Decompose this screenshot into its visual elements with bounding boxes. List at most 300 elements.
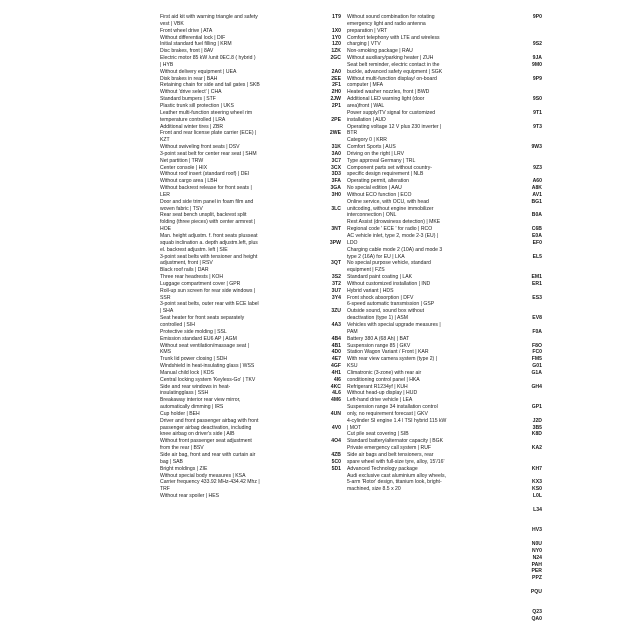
equipment-line: computer | MFA [347, 82, 383, 89]
option-code: 2P1 [331, 102, 341, 109]
equipment-line: Heated washer nozzles, front | BWD [347, 89, 430, 96]
equipment-line: | HYB [160, 61, 174, 68]
option-code: 9P9 [532, 75, 542, 82]
equipment-line: PAM [347, 328, 358, 335]
equipment-line: automatically dimming | IRS [160, 404, 224, 411]
equipment-line: Disk brakes in rear | BAH [160, 75, 218, 82]
equipment-line: Without swiveling front seats | DSV [160, 144, 240, 151]
option-code: 4B1 [331, 342, 341, 349]
option-code [500, 603, 542, 610]
equipment-line: Outside sound, sound box without [347, 308, 425, 315]
option-code: 9S2 [532, 41, 542, 48]
option-code [500, 473, 542, 480]
equipment-line: Without multi-function display/ on-board [347, 75, 437, 82]
option-code [319, 473, 341, 480]
equipment-line: Charging cable mode 2 (10A) and mode 3 [347, 246, 443, 253]
equipment-line: Front shock absorption | DFV [347, 294, 414, 301]
option-code [500, 151, 542, 158]
option-code [500, 322, 542, 329]
option-code [500, 206, 542, 213]
equipment-line: Operating voltage 12 V plus 230 inverter | [347, 123, 442, 130]
equipment-line: bag | SAB [160, 458, 183, 465]
option-code: A8K [531, 185, 542, 192]
equipment-line: Refrigerant R1234yf | KUH [347, 383, 408, 390]
option-code: 3U7 [331, 287, 341, 294]
option-code: EV8 [532, 315, 542, 322]
option-code: 2F1 [332, 82, 341, 89]
equipment-line: Side air bag, front and rear with curtain air [160, 452, 256, 458]
equipment-line: temperature controlled | LRA [160, 116, 226, 123]
option-code: BG1 [531, 198, 542, 205]
option-code [319, 219, 341, 226]
option-code [500, 411, 542, 418]
option-code [500, 103, 542, 110]
option-code: 3CX [331, 164, 341, 171]
equipment-line: Without sound combination for rotating [347, 14, 435, 20]
option-code: 4ZB [331, 452, 341, 458]
option-code: 4GF [331, 363, 341, 370]
option-code [319, 110, 341, 117]
equipment-line: el. backrest adjustm. left | SIE [160, 246, 228, 253]
option-code [319, 199, 341, 206]
option-code [500, 500, 542, 507]
equipment-line: Left-hand drive vehicle | LEA [347, 397, 413, 404]
option-code [319, 301, 341, 308]
equipment-line: woven fabric | TSV [160, 205, 203, 212]
option-code: 9JA [532, 55, 542, 62]
option-code [500, 35, 542, 42]
option-code [500, 397, 542, 404]
option-code [319, 404, 341, 411]
option-code [500, 171, 542, 178]
option-code: 4UN [330, 410, 341, 417]
equipment-line: Suspension range 85 | GKV [347, 342, 411, 349]
middle-column [319, 14, 494, 493]
equipment-line: First aid kit with warning triangle and safety [160, 14, 258, 20]
option-code [319, 212, 341, 219]
equipment-line: Seat belt reminder, electric contact in the [347, 61, 440, 68]
equipment-line: KSU [347, 363, 358, 370]
option-code [319, 137, 341, 144]
equipment-line: 4-cylinder SI engine 1.4 l TSI hybrid 115 kW [347, 417, 447, 424]
equipment-line: Suspension range 34 installation control [347, 404, 438, 411]
option-code [319, 431, 341, 438]
equipment-line: Without roof insert (standard roof) | DEI [160, 171, 250, 178]
option-code: 3D3 [331, 171, 341, 178]
equipment-line: Without backrest release for front seats | [160, 185, 252, 192]
equipment-line: controlled | SIH [160, 321, 195, 328]
equipment-line: Battery 380 A (68 Ah) | BAT [347, 335, 410, 342]
option-code: G1A [531, 369, 542, 376]
equipment-line: knee airbag on driver's side | AIB [160, 431, 235, 438]
option-code: QA0 [531, 616, 542, 623]
equipment-line: equipment | FZS [347, 267, 385, 274]
option-code [319, 21, 341, 28]
option-code: 3NT [331, 226, 341, 233]
option-code [319, 418, 341, 425]
option-code: N24 [532, 554, 542, 561]
equipment-line: squab inclination a. depth adjustm.left, plus [160, 239, 258, 246]
option-code: GP1 [531, 404, 542, 411]
option-code: F0A [532, 328, 542, 335]
option-code [500, 520, 542, 527]
equipment-line: unitcoding, without engine immobilizer [347, 205, 434, 212]
equipment-line: With rear view camera system (type 2) | [347, 356, 438, 363]
option-code: EL5 [532, 253, 542, 260]
option-code: PAH [531, 561, 542, 568]
equipment-line: | MOT [347, 424, 362, 431]
equipment-line: Trunk lid power closing | SDH [160, 356, 228, 363]
option-code: 3LC [331, 205, 341, 212]
equipment-line: Without front passenger seat adjustment [160, 438, 252, 445]
option-code: 3PW [329, 239, 341, 246]
equipment-line: Without seat ventilation/massage seat | [160, 342, 249, 349]
option-code [500, 459, 542, 466]
equipment-line: Power supply/TV signal for customized [347, 109, 436, 116]
equipment-line: passenger airbag deactivation, including [160, 424, 252, 431]
equipment-line: HOE [160, 226, 172, 233]
option-code: 5D1 [331, 465, 341, 472]
option-code: G01 [532, 363, 542, 370]
option-code [319, 445, 341, 452]
equipment-line: deactivation (type 1) | ASM [347, 315, 409, 322]
equipment-line: Side and rear windows in heat- [160, 383, 231, 390]
option-code: FM5 [531, 356, 542, 363]
equipment-line: Disc brakes, front | 8AV [160, 48, 214, 55]
option-code: F8O [532, 342, 542, 349]
equipment-line: Front and rear license plate carrier (ECE) | [160, 130, 257, 137]
option-code: E0A [532, 233, 542, 239]
equipment-line: Retaining chain for side and tail gates | SKB [160, 82, 260, 89]
option-code [500, 69, 542, 76]
option-code: 1X0 [331, 27, 341, 34]
option-code [500, 28, 542, 35]
equipment-line: Without customized installation | IND [347, 280, 431, 287]
option-code: ES3 [532, 294, 542, 301]
equipment-line: Without auxiliary/parking heater | ZUH [347, 55, 434, 62]
equipment-line: conditioning control panel | HKA [347, 376, 420, 383]
option-code: 9T1 [533, 109, 542, 116]
equipment-line: specific design requirement | NLB [347, 171, 424, 178]
equipment-line: Category 0 | KRR [347, 137, 387, 144]
option-code [319, 124, 341, 131]
option-code: 4A3 [331, 321, 341, 328]
option-code: 9S0 [532, 96, 542, 103]
equipment-line: KMS [160, 349, 172, 356]
option-code: 3B5 [532, 424, 542, 431]
option-code: ER1 [532, 280, 542, 287]
option-code: GH4 [531, 383, 542, 390]
equipment-line: Without special body measures | KSA [160, 472, 246, 479]
option-code [500, 308, 542, 315]
option-code: 3FA [331, 178, 341, 185]
option-code: 2PE [331, 116, 341, 123]
middle-description-text [341, 14, 494, 493]
option-code: 1ZK [331, 48, 341, 55]
equipment-line: Operating permit, alteration [347, 178, 410, 185]
equipment-line: machined, size 8.5 x 20 [347, 486, 401, 493]
option-code: KH7 [531, 465, 542, 472]
option-code: 2A0 [331, 68, 341, 75]
option-code: PPZ [532, 575, 542, 582]
equipment-line: Door and side trim panel in foam film and [160, 198, 254, 205]
option-code: 4M6 [331, 397, 341, 404]
equipment-line: Driver and front passenger airbag with front [160, 417, 259, 424]
option-code: HV3 [532, 527, 542, 534]
equipment-line: Without rear spoiler | HES [160, 493, 220, 500]
option-code [319, 62, 341, 69]
equipment-line: Rear seat bench unsplit, backrest split [160, 212, 247, 219]
equipment-line: Leather multi-function steering wheel rim [160, 109, 253, 116]
option-code [500, 582, 542, 589]
left-description-column [160, 14, 308, 500]
option-code [500, 247, 542, 254]
equipment-line: Driving on the right | LRV [347, 150, 404, 157]
equipment-line: Black roof rails | DAR [160, 267, 209, 274]
equipment-line: No special purpose vehicle, standard [347, 260, 431, 267]
option-code: KA2 [531, 445, 542, 452]
option-code: 4I6 [333, 376, 341, 383]
option-code: 4E7 [331, 356, 341, 363]
equipment-line: Climatronic (3-zone) with rear air [347, 369, 422, 376]
equipment-line: only, no requirement forecast | GKV [347, 410, 428, 417]
option-code: 4O4 [331, 438, 341, 445]
equipment-line: adjustment, front | RSV [160, 260, 213, 267]
option-code [500, 301, 542, 308]
equipment-line: Without head-up display | HUD [347, 390, 418, 397]
equipment-line: Without delivery equipment | UEA [160, 68, 237, 75]
equipment-line: Net partition | TRW [160, 157, 204, 164]
equipment-line: Without differential lock | DIF [160, 34, 226, 41]
option-code [500, 158, 542, 165]
equipment-line: Central locking system 'Keyless-Go' | TKV [160, 376, 256, 383]
option-code: EM1 [531, 274, 542, 281]
option-code: K8D [531, 431, 542, 438]
option-code [319, 254, 341, 261]
option-code: 4H1 [331, 369, 341, 376]
option-code: 4B4 [331, 335, 341, 342]
equipment-line: Standard battery/alternator capacity | BGK [347, 438, 444, 445]
middle-code-gutter [319, 14, 341, 493]
equipment-line: BTR [347, 130, 358, 137]
option-code [500, 117, 542, 124]
equipment-line: from the rear | BSV [160, 445, 204, 452]
equipment-line: Comfort Sports | AUS [347, 144, 396, 151]
equipment-line: 5-arm 'Rotor' design, titanium look, bright- [347, 479, 442, 486]
option-code [500, 21, 542, 28]
option-code: 2JW [330, 96, 341, 103]
equipment-line: Man. height adjustm. f. front seats plusseat [160, 233, 258, 239]
equipment-line: 3-point seat belts with tensioner and height [160, 253, 258, 260]
option-code: 1Y0 [331, 34, 341, 41]
option-code: Q23 [532, 609, 542, 616]
equipment-line: buckle, advanced safety equipment | SGK [347, 68, 443, 75]
equipment-line: Online service, with OCU, with head [347, 198, 429, 205]
equipment-line: spare wheel with full-size tyre, alloy, 15'/16' [347, 458, 445, 465]
option-code: 2EE [331, 75, 341, 82]
option-code: 4KC [330, 383, 341, 390]
equipment-line: 3-point seat belts, outer rear with ECE label [160, 301, 259, 308]
option-code: 3H0 [331, 191, 341, 198]
equipment-line: Cup holder | BEH [160, 410, 200, 417]
option-code [319, 315, 341, 322]
equipment-line: LER [160, 191, 170, 198]
option-code: 31K [331, 144, 341, 151]
option-code: 3ZU [331, 308, 341, 315]
option-code: N0U [531, 540, 542, 547]
option-code: KS0 [532, 486, 542, 493]
equipment-line: 3-point seat belt for center rear seat | SHM [160, 150, 257, 157]
option-code: 3T2 [332, 280, 341, 287]
option-code [500, 288, 542, 295]
equipment-line: preparation | VRT [347, 27, 388, 34]
option-code: AV1 [532, 191, 542, 198]
option-code [500, 260, 542, 267]
option-code [500, 267, 542, 274]
equipment-line: interconnection | ONL [347, 212, 397, 219]
option-code: 3QT [331, 260, 341, 267]
option-code: 9W3 [531, 144, 542, 151]
equipment-line: Private emergency call system | RUF [347, 445, 432, 452]
equipment-line: Bright moldings | ZIE [160, 465, 208, 472]
equipment-line: Without 'drive select' | CHA [160, 89, 222, 96]
equipment-line: Non-smoking package | RAU [347, 48, 413, 55]
option-code: L0L [532, 493, 542, 500]
option-code [319, 233, 341, 240]
equipment-line: Seat heater for front seats separately [160, 315, 245, 322]
equipment-line: vest | VBK [160, 20, 184, 27]
option-code: 9P0 [532, 14, 542, 20]
option-code: EF0 [532, 239, 542, 246]
equipment-line: Regional code ' ECE ' for radio | RCO [347, 226, 433, 233]
equipment-line: Without cargo area | LBH [160, 178, 218, 185]
option-code: 1T9 [332, 14, 341, 20]
equipment-line: Manual child lock | KDS [160, 369, 214, 376]
option-code: 3C7 [331, 157, 341, 164]
option-code: 2GC [330, 55, 341, 62]
equipment-line: Standard bumpers | STF [160, 96, 216, 103]
equipment-line: Three rear headrests | KOH [160, 274, 224, 281]
option-code: A60 [532, 178, 542, 185]
equipment-line: Rest Assist (drowsiness detection) | MKE [347, 219, 441, 226]
equipment-line: Front wheel drive | ATA [160, 27, 213, 34]
equipment-line: Side air bags and belt tensioners, rear [347, 452, 434, 458]
option-code [500, 48, 542, 55]
equipment-line: Initial standard fuel filling | KRM [160, 41, 232, 48]
option-code: 2H0 [331, 89, 341, 96]
option-code: 4V0 [331, 424, 341, 431]
option-code: PER [531, 568, 542, 575]
option-code [500, 534, 542, 541]
equipment-line: AC vehicle inlet, type 2, mode 2-3 (EU) | [347, 233, 439, 239]
option-code: 5C0 [331, 458, 341, 465]
option-code [500, 390, 542, 397]
option-code: 3Y4 [331, 294, 341, 301]
equipment-line: Additional winter tires | ZBR [160, 123, 224, 130]
equipment-line: Advanced Technology package [347, 465, 418, 472]
equipment-line: Center console | HIX [160, 164, 208, 171]
equipment-line: installation | AUD [347, 116, 386, 123]
equipment-line: Vehicles with special upgrade measures | [347, 321, 441, 328]
option-code [500, 452, 542, 459]
option-code: 3A0 [331, 150, 341, 157]
option-code [500, 89, 542, 96]
equipment-line: TRF [160, 486, 170, 493]
equipment-line: | SHA [160, 308, 174, 315]
option-code [319, 329, 341, 336]
equipment-line: KZT [160, 137, 170, 144]
option-code: 9T3 [533, 123, 542, 130]
right-code-column [500, 14, 560, 623]
option-code: FC0 [532, 349, 542, 356]
option-code: 3GA [330, 185, 341, 192]
equipment-line: Cut pile seat covering | SIB [347, 431, 409, 438]
equipment-line: No special edition | AAU [347, 185, 402, 192]
equipment-line: Comfort telephony with LTE and wireless [347, 34, 440, 41]
option-code: 9Z3 [533, 164, 542, 171]
option-code: 4D0 [331, 349, 341, 356]
equipment-line: Emission standard EU6 AP | AGM [160, 335, 237, 342]
option-code: PQU [530, 588, 542, 595]
equipment-line: Electric motor 85 kW /unit 0EC.8 ( hybrid ) [160, 55, 256, 62]
option-code: 2WE [329, 130, 341, 137]
equipment-line: Type approval Germany | TRL [347, 157, 416, 164]
option-code: KX3 [532, 479, 542, 486]
equipment-line: Hybrid variant | HDS [347, 287, 394, 294]
columns-container [0, 14, 640, 623]
equipment-line: Carrier frequency 433.92 MHz-434.42 Mhz | [160, 479, 260, 486]
equipment-line: 6-speed automatic transmission | GSP [347, 301, 435, 308]
option-code: B0A [531, 212, 542, 219]
option-code [500, 336, 542, 343]
equipment-line: Protective side molding | SSL [160, 328, 227, 335]
equipment-line: Plastic trunk sill protection | UKS [160, 102, 234, 109]
option-code: C6B [531, 226, 542, 233]
option-code: 4L6 [332, 390, 341, 397]
equipment-line: area)front | WAL [347, 102, 385, 109]
option-code [500, 514, 542, 521]
equipment-line: Additional LED warning light (door [347, 96, 425, 103]
equipment-line: Breakaway interior rear view mirror, [160, 397, 241, 404]
equipment-line: charging | VTV [347, 41, 381, 48]
option-code: 9M0 [532, 61, 542, 68]
option-code [500, 137, 542, 144]
equipment-line: type 2 (16A) for EU | LKA [347, 253, 405, 260]
option-code: J2D [532, 417, 542, 424]
option-code: NY0 [532, 547, 542, 554]
equipment-line: emergency light and radio antenna [347, 20, 426, 27]
option-code [500, 219, 542, 226]
option-code [500, 596, 542, 603]
equipment-line: LDO [347, 239, 358, 246]
option-code [500, 130, 542, 137]
equipment-line: Luggage compartment cover | GPR [160, 280, 241, 287]
option-code: 3S2 [331, 274, 341, 281]
equipment-line: Roll-up sun screen for rear side windows | [160, 287, 256, 294]
option-code [500, 377, 542, 384]
equipment-line: Without ECO function | ECO [347, 191, 412, 198]
equipment-line: Station Wagon Variant / Front | KAR [347, 349, 429, 356]
option-code [319, 267, 341, 274]
equipment-line: Audi exclusive cast aluminium alloy wheels, [347, 472, 446, 479]
option-code [500, 82, 542, 89]
equipment-line: SSR [160, 294, 171, 301]
option-code: 1Z0 [332, 41, 341, 48]
option-code [500, 438, 542, 445]
equipment-line: Component parts set without country- [347, 164, 433, 171]
equipment-line: insulatingglass | SSH [160, 390, 209, 397]
equipment-line: Standard paint coating | LAK [347, 274, 413, 281]
